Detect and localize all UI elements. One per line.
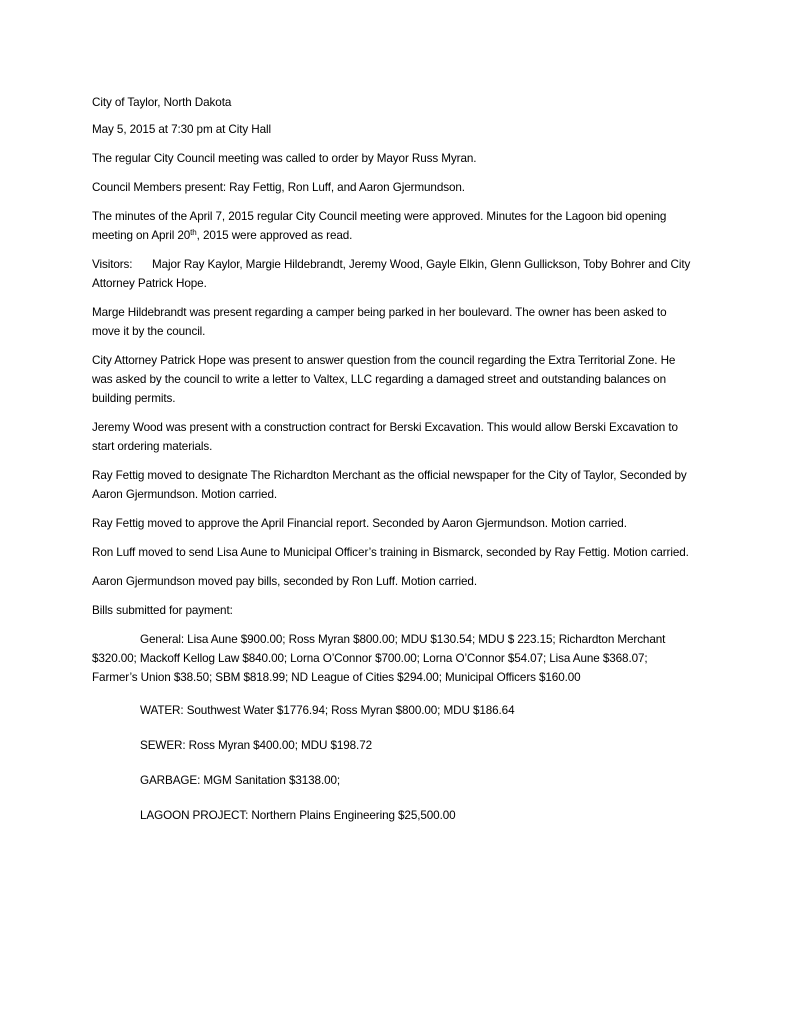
contract-paragraph: Jeremy Wood was present with a construction contract for Berski Excavation. This would allow Berski Excavation to start ordering materials. — [92, 421, 678, 453]
visitors-label: Visitors: — [92, 258, 133, 271]
minutes-approval-paragraph — [92, 207, 692, 245]
header-city: City of Taylor, North Dakota — [92, 96, 232, 109]
camper-paragraph: Marge Hildebrandt was present regarding a camper being parked in her boulevard. The owner has been asked to move it by the council. — [92, 306, 667, 338]
newspaper-motion-paragraph: Ray Fettig moved to designate The Richardton Merchant as the official newspaper for the City of Taylor, Seconded by Aaron Gjermundson. Motion carried. — [92, 469, 687, 501]
call-to-order-paragraph: The regular City Council meeting was called to order by Mayor Russ Myran. — [92, 152, 477, 165]
bills-heading: Bills submitted for payment: — [92, 604, 233, 617]
visitors-list: Major Ray Kaylor, Margie Hildebrandt, Jeremy Wood, Gayle Elkin, Glenn Gullickson, Toby Bohrer and City Attorney Patrick Hope. — [92, 258, 691, 290]
visitors-paragraph — [92, 255, 692, 293]
training-motion-paragraph: Ron Luff moved to send Lisa Aune to Municipal Officer’s training in Bismarck, seconded by Ray Fettig. Motion carried. — [92, 546, 689, 559]
minutes-ordinal-suffix: th — [190, 228, 197, 237]
header-date: May 5, 2015 at 7:30 pm at City Hall — [92, 123, 272, 136]
financial-motion-paragraph: Ray Fettig moved to approve the April Financial report. Seconded by Aaron Gjermundson. Motion carried. — [92, 517, 627, 530]
bills-lagoon-line: LAGOON PROJECT: Northern Plains Engineering $25,500.00 — [140, 809, 456, 822]
pay-bills-motion-paragraph: Aaron Gjermundson moved pay bills, seconded by Ron Luff. Motion carried. — [92, 575, 477, 588]
minutes-text-part2: , 2015 were approved as read. — [196, 229, 353, 242]
bills-water-line: WATER: Southwest Water $1776.94; Ross Myran $800.00; MDU $186.64 — [140, 704, 515, 717]
members-present-paragraph: Council Members present: Ray Fettig, Ron Luff, and Aaron Gjermundson. — [92, 181, 465, 194]
meeting-minutes-page — [92, 93, 692, 841]
attorney-paragraph: City Attorney Patrick Hope was present to answer question from the council regarding the Extra Territorial Zone. He was asked by the council to write a letter to Valtex, LLC regarding a damaged street and outstanding balances on building permits. — [92, 354, 676, 405]
bills-general-paragraph: General: Lisa Aune $900.00; Ross Myran $800.00; MDU $130.54; MDU $ 223.15; Richardton Merchant $320.00; Mackoff Kellog Law $840.00; Lorna O’Connor $700.00; Lorna O’Connor $54.07; Lisa Aune $368.07; Farmer’s Union $38.50; SBM $818.99; ND League of Cities $294.00; Municipal Officers $160.00 — [92, 633, 666, 684]
bills-garbage-line: GARBAGE: MGM Sanitation $3138.00; — [140, 774, 341, 787]
bills-sewer-line: SEWER: Ross Myran $400.00; MDU $198.72 — [140, 739, 372, 752]
minutes-text-part1: The minutes of the April 7, 2015 regular City Council meeting were approved. Minutes for the Lagoon bid opening meeting on April 20 — [92, 210, 667, 242]
